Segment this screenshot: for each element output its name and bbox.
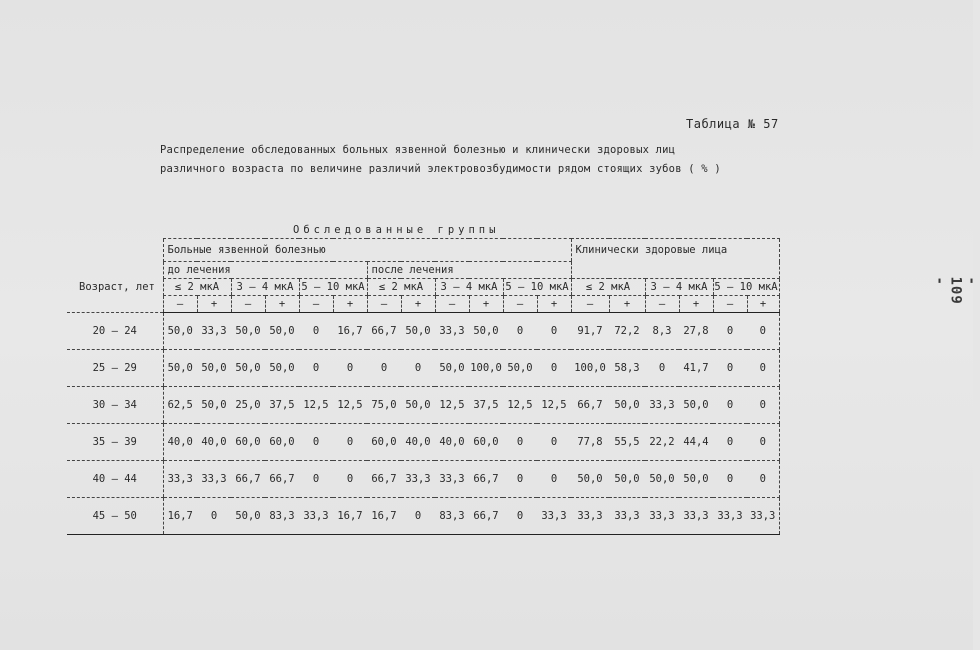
value-cell: 33,3: [197, 461, 231, 498]
value-cell: 72,2: [609, 313, 645, 350]
value-cell: 0: [299, 424, 333, 461]
sign-plus: +: [265, 296, 299, 313]
value-cell: 55,5: [609, 424, 645, 461]
value-cell: 22,2: [645, 424, 679, 461]
healthy-sub: [571, 262, 779, 279]
range-before-1: ≤ 2 мкА: [163, 279, 231, 296]
value-cell: 0: [537, 461, 571, 498]
value-cell: 77,8: [571, 424, 609, 461]
range-healthy-2: 3 – 4 мкА: [645, 279, 713, 296]
value-cell: 37,5: [469, 387, 503, 424]
caption-line-2: различного возраста по величине различий электровозбудимости рядом стоящих зубов ( % ): [160, 163, 721, 175]
value-cell: 50,0: [679, 387, 713, 424]
value-cell: 66,7: [571, 387, 609, 424]
value-cell: 0: [503, 313, 537, 350]
sign-plus: +: [401, 296, 435, 313]
value-cell: 0: [713, 313, 747, 350]
sign-plus: +: [609, 296, 645, 313]
value-cell: 0: [645, 350, 679, 387]
value-cell: 0: [197, 498, 231, 535]
value-cell: 25,0: [231, 387, 265, 424]
value-cell: 58,3: [609, 350, 645, 387]
sign-plus: +: [679, 296, 713, 313]
value-cell: 16,7: [333, 498, 367, 535]
table-row: [67, 424, 779, 461]
value-cell: 33,3: [435, 461, 469, 498]
range-before-2: 3 – 4 мкА: [231, 279, 299, 296]
sign-minus: –: [231, 296, 265, 313]
value-cell: 50,0: [265, 313, 299, 350]
value-cell: 83,3: [265, 498, 299, 535]
value-cell: 12,5: [299, 387, 333, 424]
sign-plus: +: [333, 296, 367, 313]
value-cell: 40,0: [197, 424, 231, 461]
value-cell: 0: [747, 461, 779, 498]
table-row: [67, 313, 779, 350]
value-cell: 12,5: [333, 387, 367, 424]
value-cell: 33,3: [435, 313, 469, 350]
value-cell: 0: [299, 313, 333, 350]
ulcer-header: Больные язвенной болезнью: [163, 239, 571, 262]
value-cell: 0: [333, 350, 367, 387]
value-cell: 0: [333, 461, 367, 498]
value-cell: 50,0: [401, 387, 435, 424]
table-row: [67, 350, 779, 387]
caption-line-1: Распределение обследованных больных язвенной болезнью и клинически здоровых лиц: [160, 144, 676, 156]
value-cell: 50,0: [163, 350, 197, 387]
table-caption: [160, 141, 721, 179]
value-cell: 33,3: [299, 498, 333, 535]
value-cell: 50,0: [163, 313, 197, 350]
range-after-3: 5 – 10 мкА: [503, 279, 571, 296]
age-header: Возраст, лет: [67, 262, 163, 313]
value-cell: 66,7: [367, 313, 401, 350]
value-cell: 33,3: [401, 461, 435, 498]
value-cell: 91,7: [571, 313, 609, 350]
age-cell: 35 – 39: [67, 424, 163, 461]
value-cell: 12,5: [435, 387, 469, 424]
range-after-1: ≤ 2 мкА: [367, 279, 435, 296]
value-cell: 83,3: [435, 498, 469, 535]
value-cell: 33,3: [645, 498, 679, 535]
value-cell: 40,0: [163, 424, 197, 461]
table-row: [67, 498, 779, 535]
value-cell: 33,3: [713, 498, 747, 535]
value-cell: 50,0: [231, 313, 265, 350]
healthy-header: Клинически здоровые лица: [571, 239, 779, 262]
value-cell: 0: [503, 498, 537, 535]
value-cell: 33,3: [679, 498, 713, 535]
value-cell: 66,7: [265, 461, 299, 498]
group-title: Обследованные группы: [163, 222, 779, 239]
range-healthy-1: ≤ 2 мкА: [571, 279, 645, 296]
value-cell: 50,0: [265, 350, 299, 387]
value-cell: 33,3: [197, 313, 231, 350]
value-cell: 60,0: [231, 424, 265, 461]
value-cell: 0: [299, 461, 333, 498]
value-cell: 33,3: [609, 498, 645, 535]
value-cell: 60,0: [265, 424, 299, 461]
value-cell: 33,3: [571, 498, 609, 535]
value-cell: 33,3: [163, 461, 197, 498]
after-header: после лечения: [367, 262, 571, 279]
empty-corner-2: [67, 239, 163, 262]
range-healthy-3: 5 – 10 мкА: [713, 279, 779, 296]
value-cell: 16,7: [163, 498, 197, 535]
value-cell: 60,0: [367, 424, 401, 461]
table-body: [67, 313, 779, 535]
value-cell: 0: [537, 313, 571, 350]
age-cell: 20 – 24: [67, 313, 163, 350]
table-row: [67, 461, 779, 498]
value-cell: 50,0: [231, 498, 265, 535]
value-cell: 50,0: [645, 461, 679, 498]
value-cell: 0: [713, 387, 747, 424]
value-cell: 100,0: [571, 350, 609, 387]
value-cell: 50,0: [609, 461, 645, 498]
page-number: - 109 -: [931, 276, 980, 305]
value-cell: 0: [747, 313, 779, 350]
value-cell: 0: [713, 424, 747, 461]
value-cell: 0: [503, 461, 537, 498]
before-header: до лечения: [163, 262, 367, 279]
value-cell: 0: [401, 350, 435, 387]
age-cell: 45 – 50: [67, 498, 163, 535]
sign-minus: –: [367, 296, 401, 313]
value-cell: 50,0: [571, 461, 609, 498]
value-cell: 0: [503, 424, 537, 461]
value-cell: 50,0: [679, 461, 713, 498]
table-row: [67, 387, 779, 424]
data-table: [67, 222, 780, 535]
value-cell: 33,3: [645, 387, 679, 424]
value-cell: 16,7: [333, 313, 367, 350]
value-cell: 41,7: [679, 350, 713, 387]
table-number: Таблица № 57: [686, 117, 779, 131]
value-cell: 0: [537, 424, 571, 461]
value-cell: 50,0: [609, 387, 645, 424]
value-cell: 0: [401, 498, 435, 535]
value-cell: 60,0: [469, 424, 503, 461]
value-cell: 66,7: [231, 461, 265, 498]
value-cell: 50,0: [401, 313, 435, 350]
value-cell: 33,3: [747, 498, 779, 535]
sign-minus: –: [503, 296, 537, 313]
value-cell: 50,0: [231, 350, 265, 387]
value-cell: 50,0: [435, 350, 469, 387]
sign-plus: +: [537, 296, 571, 313]
value-cell: 0: [747, 350, 779, 387]
range-before-3: 5 – 10 мкА: [299, 279, 367, 296]
value-cell: 12,5: [503, 387, 537, 424]
value-cell: 0: [713, 350, 747, 387]
value-cell: 50,0: [469, 313, 503, 350]
value-cell: 44,4: [679, 424, 713, 461]
sign-minus: –: [571, 296, 609, 313]
value-cell: 37,5: [265, 387, 299, 424]
sign-minus: –: [163, 296, 197, 313]
sign-minus: –: [645, 296, 679, 313]
value-cell: 0: [537, 350, 571, 387]
value-cell: 40,0: [435, 424, 469, 461]
value-cell: 0: [747, 387, 779, 424]
value-cell: 0: [713, 461, 747, 498]
sign-minus: –: [435, 296, 469, 313]
value-cell: 100,0: [469, 350, 503, 387]
empty-corner: [67, 222, 163, 239]
value-cell: 8,3: [645, 313, 679, 350]
value-cell: 0: [367, 350, 401, 387]
age-cell: 30 – 34: [67, 387, 163, 424]
value-cell: 62,5: [163, 387, 197, 424]
age-cell: 40 – 44: [67, 461, 163, 498]
sign-minus: –: [713, 296, 747, 313]
value-cell: 50,0: [503, 350, 537, 387]
sign-plus: +: [197, 296, 231, 313]
value-cell: 0: [299, 350, 333, 387]
value-cell: 33,3: [537, 498, 571, 535]
value-cell: 0: [333, 424, 367, 461]
value-cell: 66,7: [367, 461, 401, 498]
sign-plus: +: [747, 296, 779, 313]
value-cell: 12,5: [537, 387, 571, 424]
value-cell: 66,7: [469, 498, 503, 535]
value-cell: 75,0: [367, 387, 401, 424]
value-cell: 66,7: [469, 461, 503, 498]
value-cell: 16,7: [367, 498, 401, 535]
value-cell: 0: [747, 424, 779, 461]
sign-plus: +: [469, 296, 503, 313]
age-cell: 25 – 29: [67, 350, 163, 387]
value-cell: 50,0: [197, 350, 231, 387]
value-cell: 50,0: [197, 387, 231, 424]
value-cell: 40,0: [401, 424, 435, 461]
value-cell: 27,8: [679, 313, 713, 350]
range-after-2: 3 – 4 мкА: [435, 279, 503, 296]
sign-minus: –: [299, 296, 333, 313]
